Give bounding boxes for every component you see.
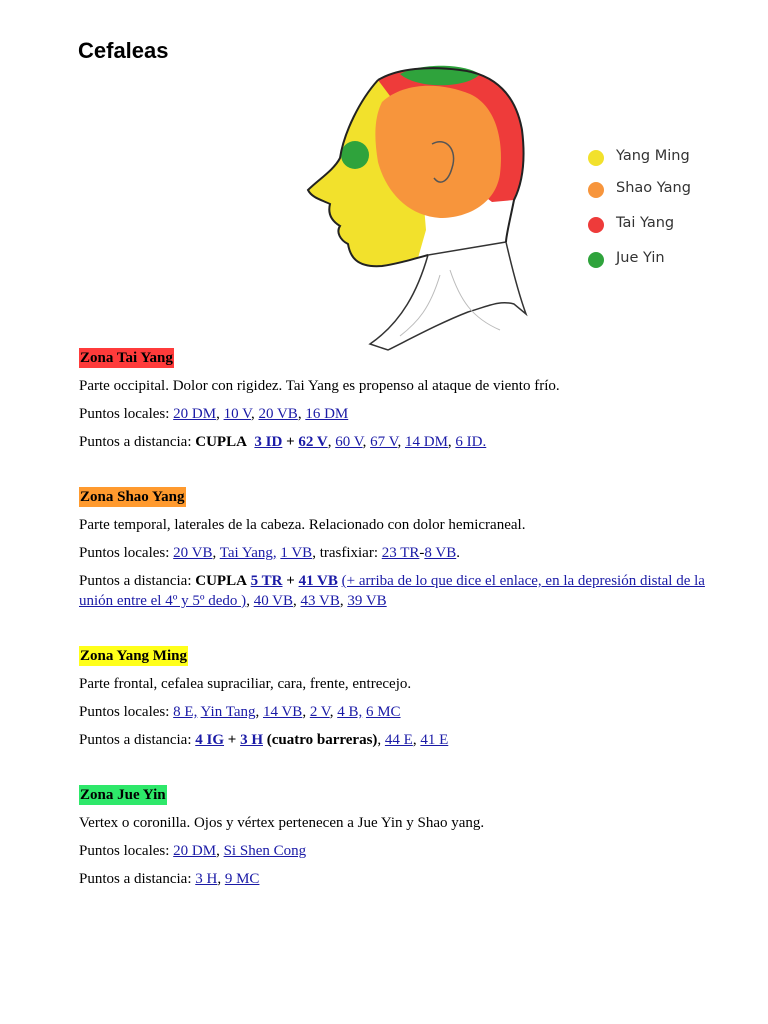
- point-link[interactable]: 1 VB: [280, 545, 313, 561]
- point-link[interactable]: 3 ID: [254, 434, 283, 450]
- point-link[interactable]: 2 V: [309, 704, 330, 720]
- distance-points-line: Puntos a distancia: CUPLA 3 ID + 62 V, 60 V, 67 V, 14 DM, 6 ID.: [79, 434, 487, 450]
- head-zones-figure: [300, 60, 730, 352]
- point-link[interactable]: 40 VB: [253, 593, 294, 609]
- point-link[interactable]: 8 VB: [424, 545, 457, 561]
- point-link[interactable]: 8 E,: [173, 704, 198, 720]
- point-link[interactable]: 14 DM: [405, 434, 448, 450]
- legend-label: Jue Yin: [616, 250, 665, 266]
- legend-dot-yellow: [588, 150, 604, 166]
- local-points-line: Puntos locales: 20 VB, Tai Yang, 1 VB, trasfixiar: 23 TR-8 VB.: [79, 545, 460, 561]
- section-yang-ming: [79, 646, 739, 758]
- legend-dot-red: [588, 217, 604, 233]
- point-link[interactable]: 4 B,: [337, 704, 363, 720]
- point-link[interactable]: 44 E: [384, 732, 413, 748]
- section-jue-yin: [79, 785, 739, 897]
- legend-dot-green: [588, 252, 604, 268]
- point-link[interactable]: Si Shen Cong: [223, 843, 307, 859]
- point-link[interactable]: Tai Yang,: [219, 545, 277, 561]
- zone-title-tai-yang: Zona Tai Yang: [80, 350, 173, 366]
- point-link[interactable]: 6 ID.: [455, 434, 487, 450]
- distance-points-line: Puntos a distancia: 4 IG + 3 H (cuatro barreras), 44 E, 41 E: [79, 732, 449, 748]
- point-link[interactable]: 41 E: [420, 732, 449, 748]
- cupla-label: CUPLA: [195, 573, 247, 589]
- zone-title-shao-yang: Zona Shao Yang: [80, 489, 185, 505]
- distance-points-line: Puntos a distancia: 3 H, 9 MC: [79, 871, 260, 887]
- point-link[interactable]: 20 DM: [173, 406, 217, 422]
- section-tai-yang: [79, 348, 739, 460]
- point-link[interactable]: 14 VB: [262, 704, 303, 720]
- local-points-line: Puntos locales: 8 E, Yin Tang, 14 VB, 2 V, 4 B, 6 MC: [79, 704, 401, 720]
- legend-label: Yang Ming: [616, 148, 690, 164]
- cupla-label: CUPLA: [195, 434, 247, 450]
- legend-label: Shao Yang: [616, 180, 691, 196]
- point-link[interactable]: 60 V: [335, 434, 363, 450]
- zone-description: Vertex o coronilla. Ojos y vértex pertenecen a Jue Yin y Shao yang.: [79, 815, 485, 831]
- point-link[interactable]: 20 VB: [173, 545, 213, 561]
- point-link[interactable]: 20 DM: [173, 843, 217, 859]
- zone-description: Parte temporal, laterales de la cabeza. Relacionado con dolor hemicraneal.: [79, 517, 526, 533]
- point-link[interactable]: 4 IG: [195, 732, 225, 748]
- point-link[interactable]: 43 VB: [300, 593, 340, 609]
- barreras-label: (cuatro barreras): [266, 732, 378, 748]
- legend-dot-orange: [588, 182, 604, 198]
- point-link[interactable]: 16 DM: [305, 406, 349, 422]
- point-link[interactable]: 41 VB: [298, 573, 338, 589]
- legend-label: Tai Yang: [616, 215, 675, 231]
- point-link[interactable]: 3 H: [195, 871, 218, 887]
- page-title: Cefaleas: [78, 38, 169, 63]
- point-link[interactable]: 67 V: [370, 434, 398, 450]
- distance-points-line: Puntos a distancia: CUPLA 5 TR + 41 VB (+ arriba de lo que dice el enlace, en la depresión distal de la unión entre el 4º y 5º dedo ), 40 VB, 43 VB, 39 VB: [79, 573, 705, 609]
- zone-title-jue-yin: Zona Jue Yin: [80, 787, 166, 803]
- point-link[interactable]: Yin Tang: [200, 704, 256, 720]
- head-illustration: [300, 60, 580, 352]
- point-link[interactable]: 23 TR: [381, 545, 420, 561]
- zone-description: Parte occipital. Dolor con rigidez. Tai Yang es propenso al ataque de viento frío.: [79, 378, 560, 394]
- zone-description: Parte frontal, cefalea supraciliar, cara, frente, entrecejo.: [79, 676, 412, 692]
- cupla-note-link[interactable]: (+ arriba de lo que dice el enlace, en la depresión distal de la unión entre el 4º y 5º dedo ): [79, 573, 705, 609]
- point-link[interactable]: 6 MC: [365, 704, 401, 720]
- local-points-line: Puntos locales: 20 DM, Si Shen Cong: [79, 843, 307, 859]
- point-link[interactable]: 5 TR: [250, 573, 283, 589]
- point-link[interactable]: 62 V: [298, 434, 328, 450]
- zone-title-yang-ming: Zona Yang Ming: [80, 648, 187, 664]
- point-link[interactable]: 20 VB: [258, 406, 298, 422]
- point-link[interactable]: 10 V: [223, 406, 251, 422]
- point-link[interactable]: 9 MC: [224, 871, 260, 887]
- section-shao-yang: [79, 487, 739, 619]
- point-link[interactable]: 3 H: [240, 732, 263, 748]
- point-link[interactable]: 39 VB: [347, 593, 387, 609]
- local-points-line: Puntos locales: 20 DM, 10 V, 20 VB, 16 DM: [79, 406, 349, 422]
